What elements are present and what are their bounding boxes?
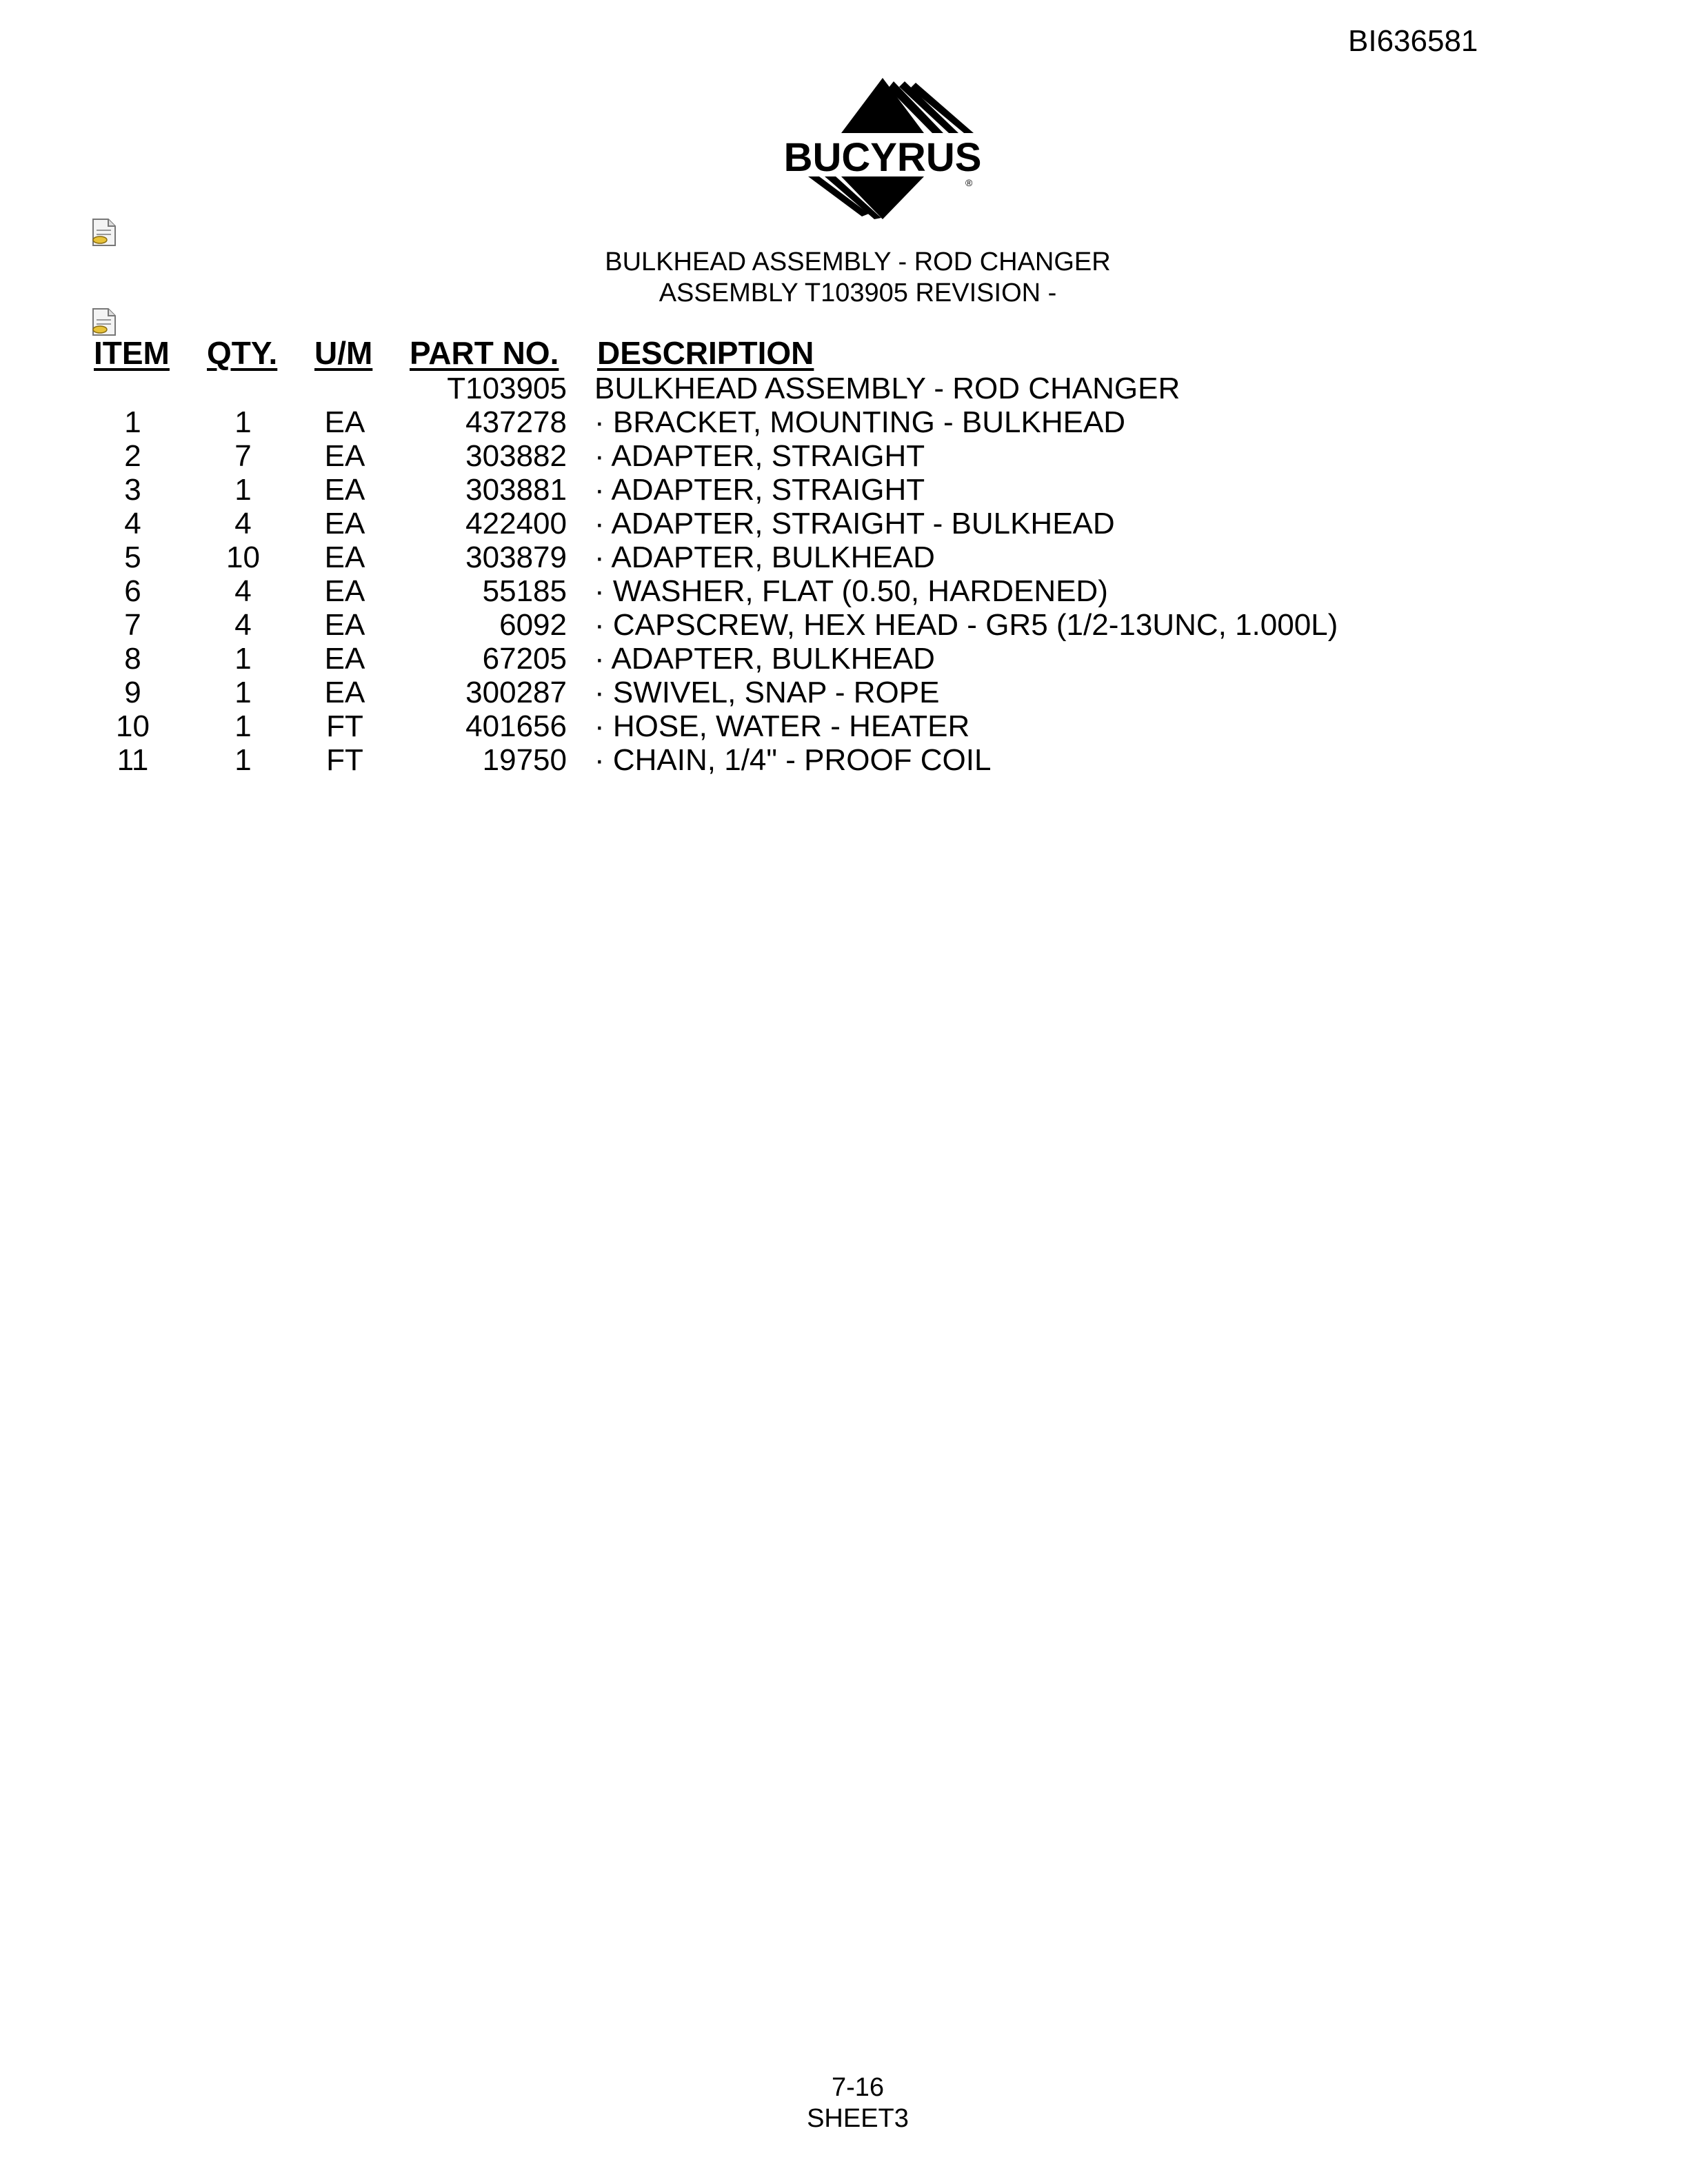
cell-item: 1 (124, 405, 141, 439)
header-description: DESCRIPTION (597, 335, 814, 371)
cell-item: 4 (124, 507, 141, 540)
cell-qty: 1 (234, 405, 252, 439)
header-um: U/M (314, 335, 373, 371)
cell-um: EA (324, 608, 365, 642)
cell-qty: 1 (234, 642, 252, 676)
cell-item: 6 (124, 574, 141, 608)
cell-item: 11 (117, 743, 149, 777)
bucyrus-logo (758, 74, 1007, 223)
cell-description: · ADAPTER, BULKHEAD (594, 642, 935, 676)
cell-description: · ADAPTER, STRAIGHT - BULKHEAD (594, 507, 1115, 540)
cell-part-no: 300287 (465, 676, 567, 709)
cell-part-no: 55185 (482, 574, 567, 608)
cell-qty: 4 (234, 574, 252, 608)
cell-um: EA (324, 405, 365, 439)
cell-part-no: 401656 (465, 709, 567, 743)
cell-part-no: 6092 (499, 608, 567, 642)
note-attachment-icon[interactable] (90, 307, 118, 338)
assembly-revision: ASSEMBLY T103905 REVISION - (659, 279, 1057, 307)
cell-um: EA (324, 473, 365, 507)
svg-text:®: ® (965, 177, 973, 188)
cell-part-no: 303879 (465, 540, 567, 574)
header-item: ITEM (94, 335, 170, 371)
cell-qty: 4 (234, 507, 252, 540)
cell-item: 9 (124, 676, 141, 709)
cell-item: 7 (124, 608, 141, 642)
assembly-row (0, 372, 1688, 405)
cell-item: 3 (124, 473, 141, 507)
table-row (0, 642, 1688, 676)
cell-description: · HOSE, WATER - HEATER (594, 709, 970, 743)
table-row (0, 507, 1688, 540)
cell-um: EA (324, 507, 365, 540)
cell-part-no: 19750 (482, 743, 567, 777)
cell-part-no: 67205 (482, 642, 567, 676)
table-row (0, 709, 1688, 743)
note-attachment-icon[interactable] (90, 218, 118, 248)
cell-description: · BRACKET, MOUNTING - BULKHEAD (594, 405, 1126, 439)
cell-um: FT (326, 743, 363, 777)
table-row (0, 574, 1688, 608)
cell-item: 2 (124, 439, 141, 473)
cell-um: EA (324, 642, 365, 676)
cell-um: EA (324, 676, 365, 709)
cell-item: 5 (124, 540, 141, 574)
table-row (0, 540, 1688, 574)
cell-um: EA (324, 574, 365, 608)
cell-part-no: 303882 (465, 439, 567, 473)
table-row (0, 439, 1688, 473)
cell-qty: 10 (226, 540, 260, 574)
cell-part-no: 437278 (465, 405, 567, 439)
page-title: BULKHEAD ASSEMBLY - ROD CHANGER (605, 247, 1111, 276)
table-row (0, 608, 1688, 642)
cell-description: · CHAIN, 1/4" - PROOF COIL (594, 743, 992, 777)
cell-description: · WASHER, FLAT (0.50, HARDENED) (594, 574, 1108, 608)
sheet-label: SHEET3 (807, 2104, 909, 2133)
header-part-no: PART NO. (410, 335, 559, 371)
cell-part-no: 303881 (465, 473, 567, 507)
cell-um: FT (326, 709, 363, 743)
cell-qty: 1 (234, 743, 252, 777)
table-row (0, 405, 1688, 439)
document-id: BI636581 (1348, 24, 1478, 58)
table-row (0, 473, 1688, 507)
cell-qty: 1 (234, 473, 252, 507)
cell-qty: 4 (234, 608, 252, 642)
header-qty: QTY. (207, 335, 278, 371)
cell-description: · ADAPTER, STRAIGHT (594, 439, 925, 473)
cell-qty: 1 (234, 676, 252, 709)
table-row (0, 676, 1688, 709)
cell-um: EA (324, 540, 365, 574)
page-number: 7-16 (831, 2073, 885, 2102)
cell-um: EA (324, 439, 365, 473)
cell-description: · SWIVEL, SNAP - ROPE (594, 676, 940, 709)
cell-description: · ADAPTER, BULKHEAD (594, 540, 935, 574)
cell-description: · ADAPTER, STRAIGHT (594, 473, 925, 507)
cell-description: BULKHEAD ASSEMBLY - ROD CHANGER (594, 372, 1180, 405)
cell-qty: 7 (234, 439, 252, 473)
table-row (0, 743, 1688, 777)
logo-wordmark: BUCYRUS (783, 135, 982, 180)
cell-part-no: T103905 (447, 372, 567, 405)
cell-description: · CAPSCREW, HEX HEAD - GR5 (1/2-13UNC, 1.000L) (594, 608, 1338, 642)
cell-item: 8 (124, 642, 141, 676)
cell-part-no: 422400 (465, 507, 567, 540)
cell-qty: 1 (234, 709, 252, 743)
cell-item: 10 (116, 709, 150, 743)
